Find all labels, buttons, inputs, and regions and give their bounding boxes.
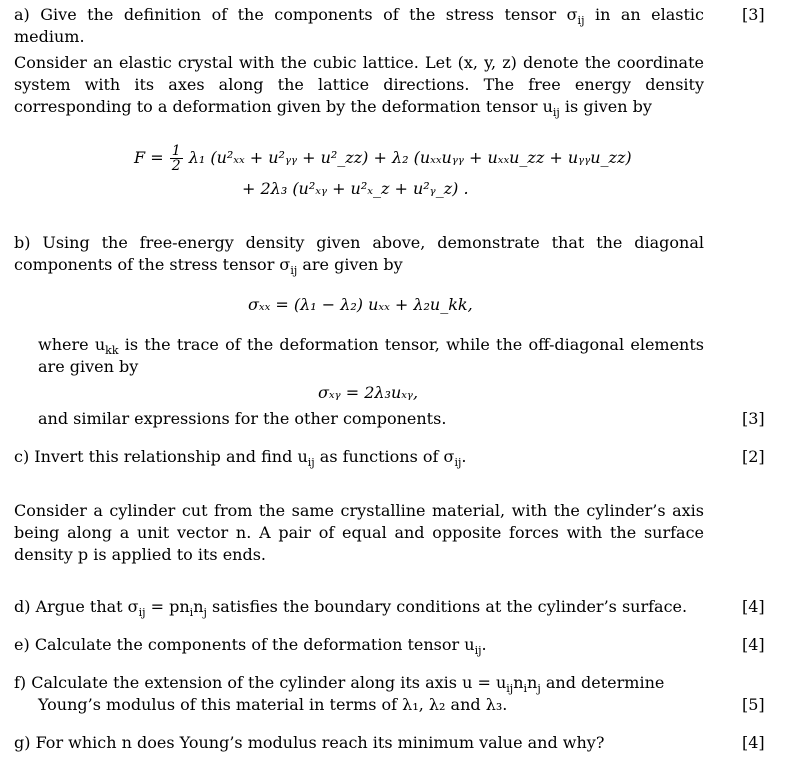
question-g-label: g) — [14, 733, 31, 752]
diagonal-stress-equation: σₓₓ = (λ₁ − λ₂) uₓₓ + λ₂u_kk, — [248, 295, 473, 314]
question-f: f) Calculate the extension of the cylinder along its axis $u = u_{ij}n_in_j$ and determine — [14, 673, 665, 696]
question-a: a) Give the definition of the components of the stress tensor $\sigma_{ij}$ in an elastic medium. — [14, 5, 705, 46]
question-f-line-2: Young’s modulus of this material in terms of λ₁, λ₂ and λ₃. — [38, 695, 508, 714]
free-energy-equation-line-2: + 2λ₃ (u²ₓᵧ + u²ₓ_z + u²ᵧ_z) . — [242, 179, 469, 198]
offdiagonal-stress-equation: σₓᵧ = 2λ₃uₓᵧ, — [318, 383, 419, 402]
question-d: d) Argue that $\sigma_{ij} = pn_in_j$ satisfies the boundary conditions at the cylinder’s surface. — [14, 597, 688, 620]
question-e-marks: [4] — [742, 635, 765, 654]
question-a-label: a) — [14, 5, 30, 24]
question-a-text: Give the definition of the components of the stress tensor σ — [40, 5, 578, 24]
question-b: b) Using the free-energy density given above, demonstrate that the diagonal components of the stress tensor $\sigma_{ij}$ are given by — [14, 233, 704, 278]
question-d-label: d) — [14, 597, 31, 616]
question-c: c) Invert this relationship and find $u_{ij}$ as functions of $\sigma_{ij}$. — [14, 447, 467, 470]
question-f-marks: [5] — [742, 695, 765, 714]
question-b-label: b) — [14, 233, 31, 252]
question-b-similar: and similar expressions for the other components. — [38, 409, 447, 428]
question-f-label: f) — [14, 673, 27, 692]
free-energy-equation-line-1: F = $\frac{1}{2}$ λ₁ (u²ₓₓ + u²ᵧᵧ + u²_zz) + λ₂ (uₓₓuᵧᵧ + uₓₓu_zz + uᵧᵧu_zz) — [134, 143, 632, 174]
question-c-label: c) — [14, 447, 30, 466]
question-b-where: where $u_{kk}$ is the trace of the deformation tensor, while the off-diagonal elements are given by — [38, 335, 704, 376]
question-d-marks: [4] — [742, 597, 765, 616]
fraction-one-half: $\frac{1}{2}$ — [171, 143, 181, 174]
question-e-label: e) — [14, 635, 30, 654]
question-g: g) For which n does Young’s modulus reach its minimum value and why? — [14, 733, 605, 752]
question-e: e) Calculate the components of the deformation tensor $u_{ij}$. — [14, 635, 487, 658]
question-g-marks: [4] — [742, 733, 765, 752]
intro-paragraph-1: Consider an elastic crystal with the cubic lattice. Let (x, y, z) denote the coordinate system with its axes along the lattice directions. The free energy density corresponding to a deformation given by the deformation tensor $u_{ij}$ is given by — [14, 53, 704, 120]
question-b-marks: [3] — [742, 409, 765, 428]
intro-paragraph-2: Consider a cylinder cut from the same crystalline material, with the cylinder’s axis being along a unit vector n. A pair of equal and opposite forces with the surface density p is applied to its ends. — [14, 501, 704, 564]
question-a-marks: [3] — [742, 5, 765, 24]
question-c-marks: [2] — [742, 447, 765, 466]
